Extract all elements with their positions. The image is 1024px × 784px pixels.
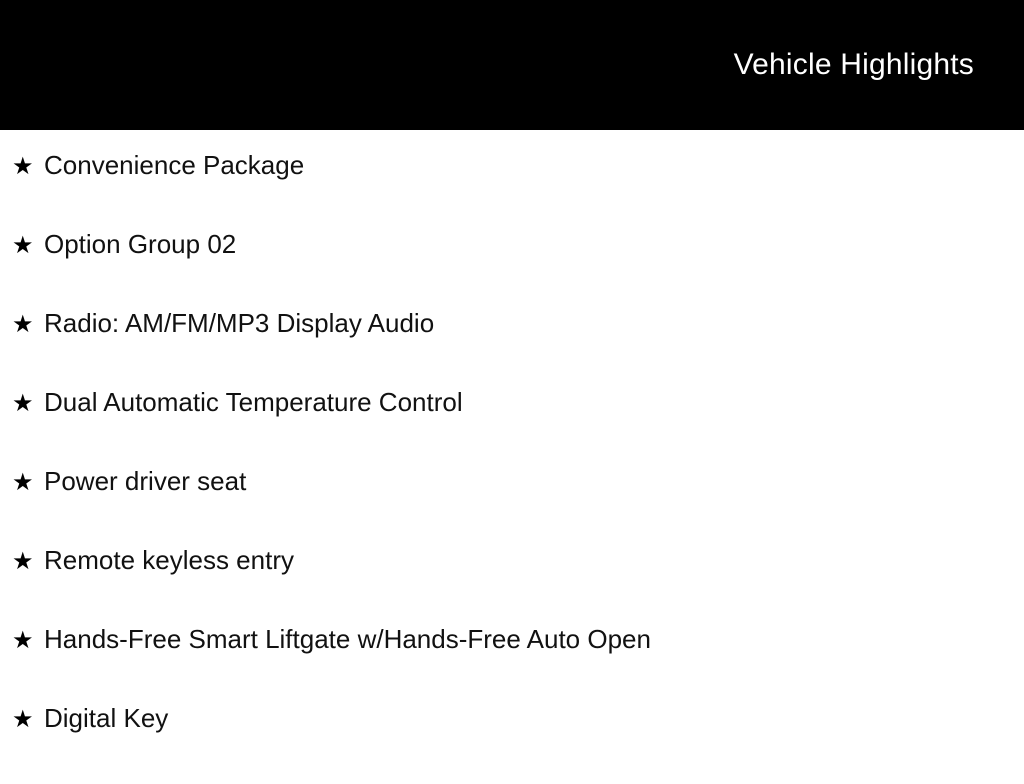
header-bar (0, 0, 1024, 130)
star-icon: ★ (12, 390, 34, 417)
star-icon: ★ (12, 627, 34, 654)
star-icon: ★ (12, 153, 34, 180)
list-item (0, 468, 1024, 547)
list-item (0, 626, 1024, 705)
list-item (0, 547, 1024, 626)
highlight-label: Power driver seat (44, 466, 247, 496)
highlight-label: Radio: AM/FM/MP3 Display Audio (44, 308, 435, 338)
highlight-label: Option Group 02 (44, 229, 237, 259)
list-item (0, 231, 1024, 310)
star-icon: ★ (12, 469, 34, 496)
star-icon: ★ (12, 706, 34, 733)
list-item (0, 389, 1024, 468)
page-title: Vehicle Highlights (733, 48, 974, 81)
highlight-label: Dual Automatic Temperature Control (44, 387, 463, 417)
highlight-label: Remote keyless entry (44, 545, 294, 575)
highlight-label: Hands-Free Smart Liftgate w/Hands-Free Auto Open (44, 624, 651, 654)
highlight-label: Digital Key (44, 703, 169, 733)
list-item (0, 310, 1024, 389)
list-item (0, 705, 1024, 784)
vehicle-highlights-list (0, 130, 1024, 784)
star-icon: ★ (12, 232, 34, 259)
star-icon: ★ (12, 311, 34, 338)
highlight-label: Convenience Package (44, 150, 305, 180)
star-icon: ★ (12, 548, 34, 575)
list-item (0, 152, 1024, 231)
